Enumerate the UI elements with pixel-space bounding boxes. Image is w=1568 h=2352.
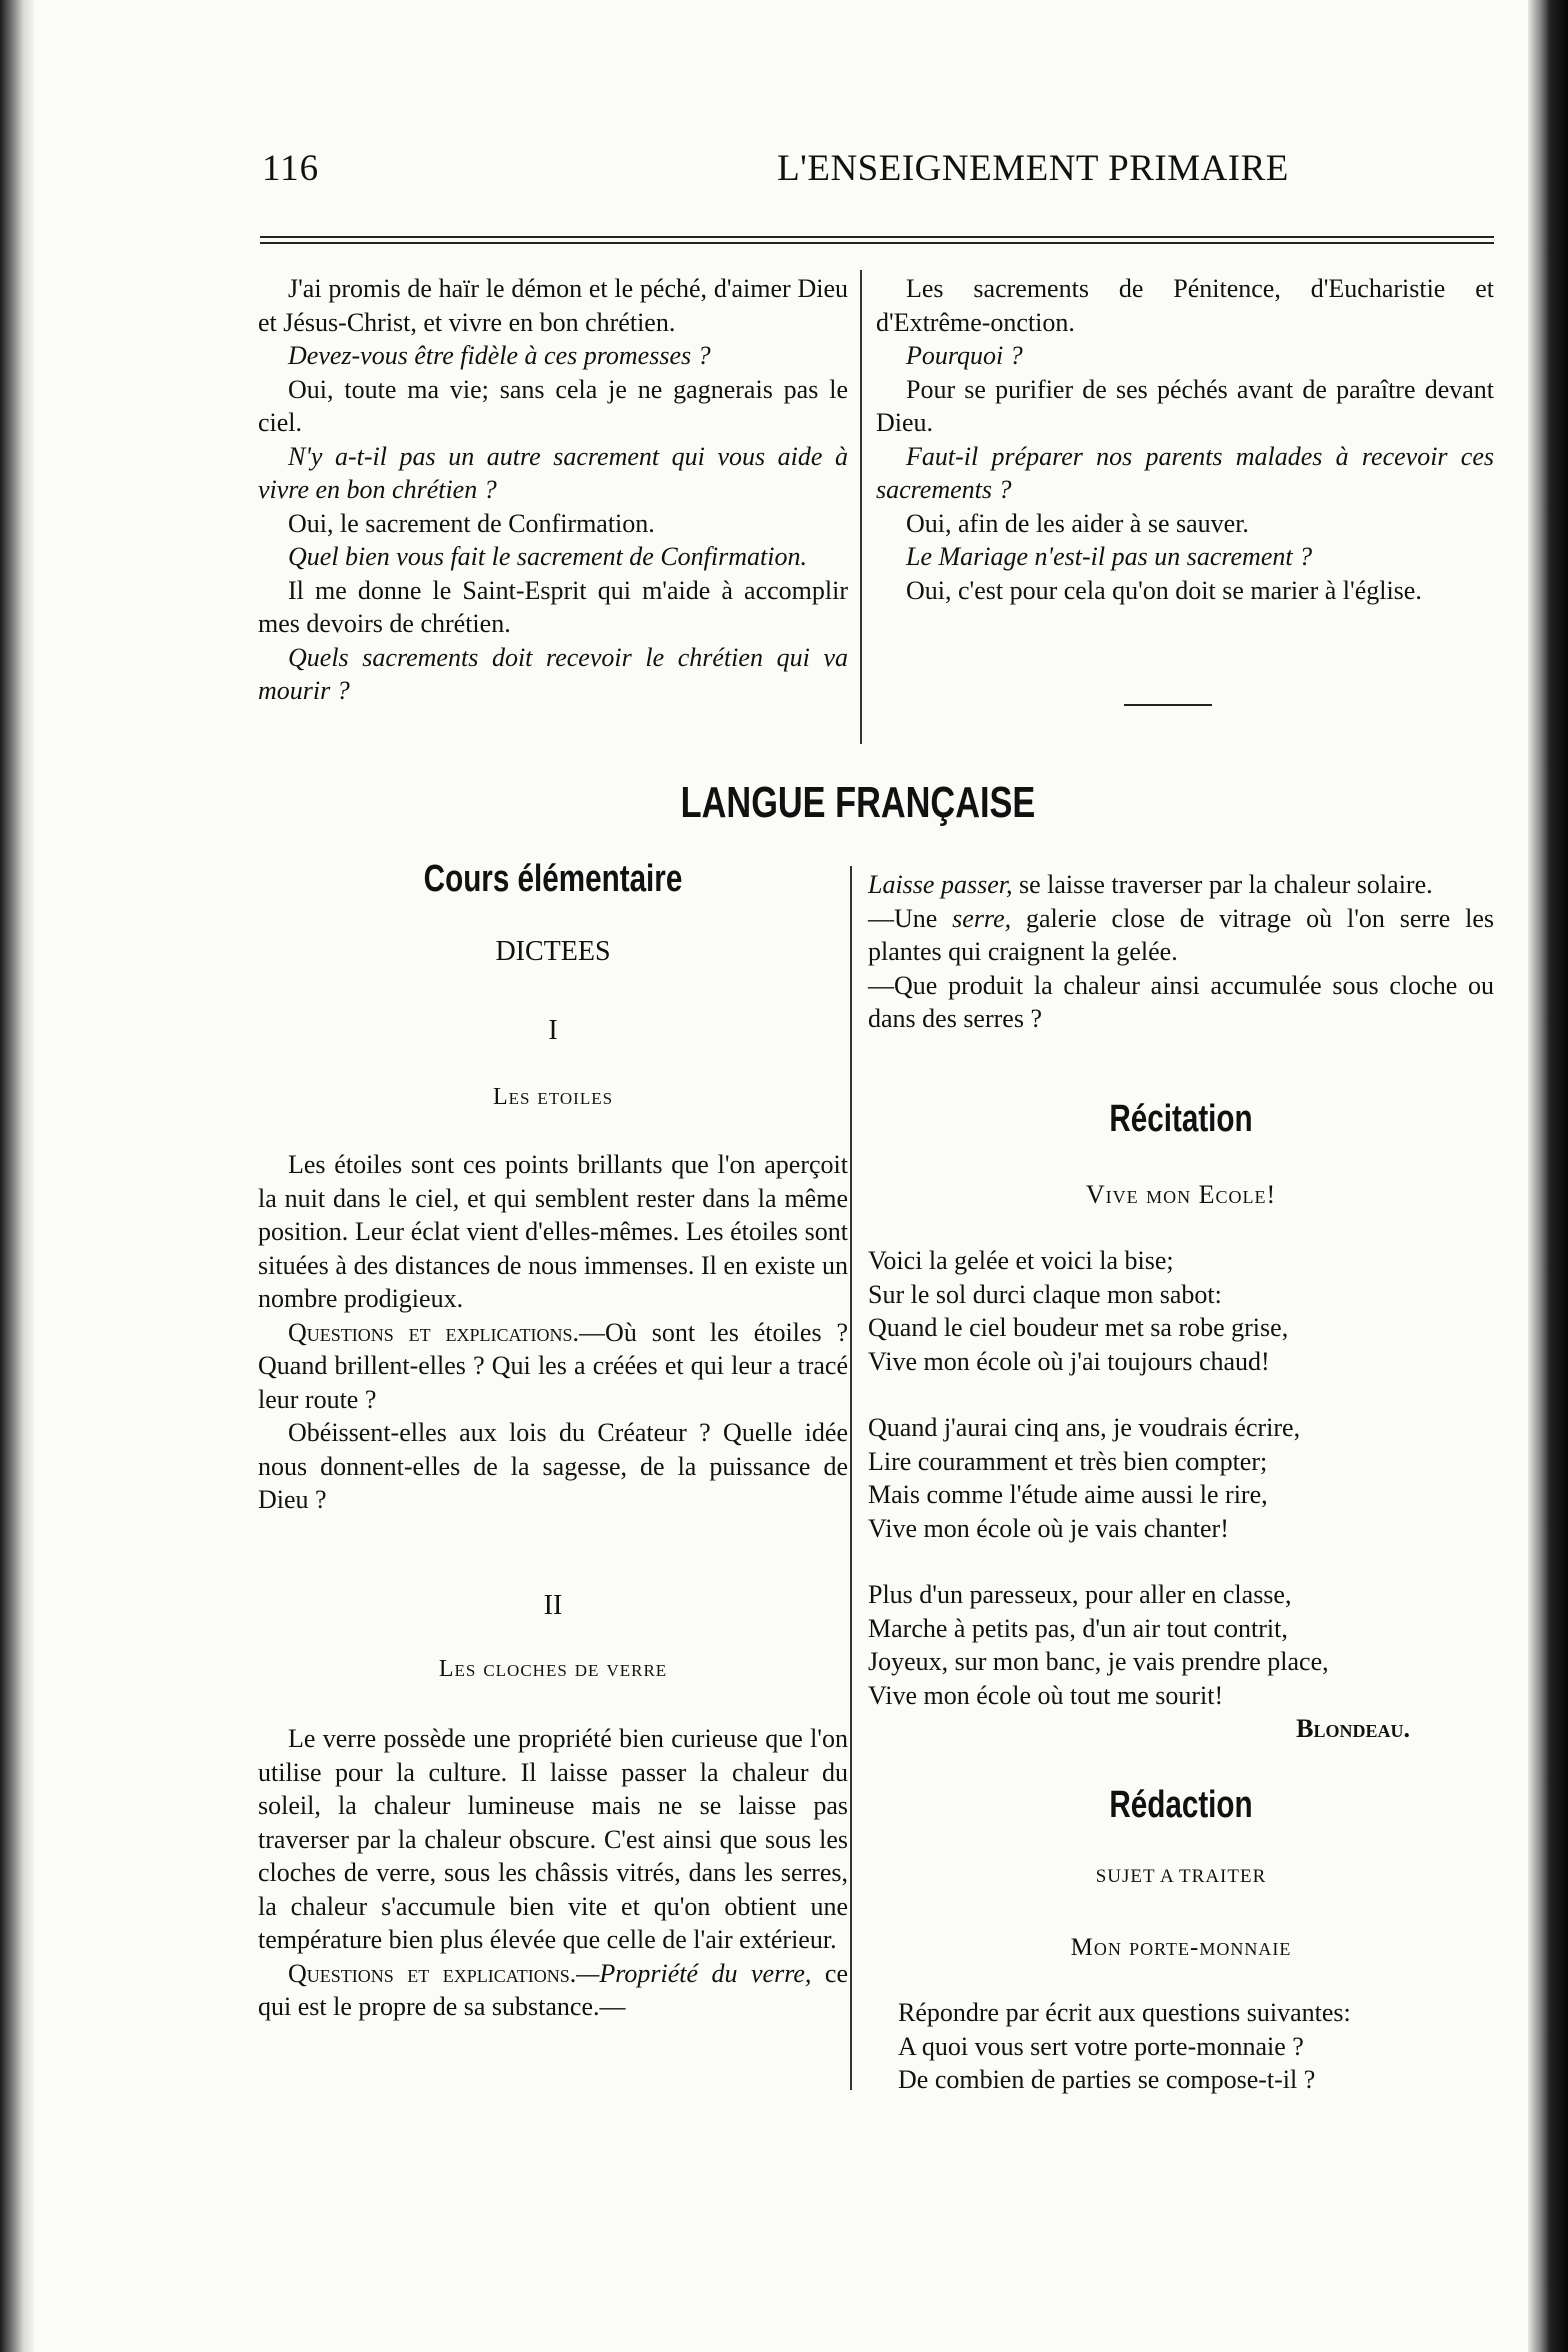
redaction-line: Répondre par écrit aux questions suivantes: (898, 1998, 1351, 2027)
poem-line: Plus d'un paresseux, pour aller en classe, (868, 1580, 1292, 1609)
page-number: 116 (262, 148, 320, 189)
questions-italic: —Propriété du verre, (576, 1958, 812, 1988)
catechism-question: Quel bien vous fait le sacrement de Confirmation. (288, 542, 807, 571)
dictee-2-body (258, 1722, 848, 2024)
dictee-2-continuation (868, 868, 1494, 1036)
column-divider-bottom (850, 866, 852, 2090)
catechism-question: Le Mariage n'est-il pas un sacrement ? (906, 542, 1313, 571)
poem (868, 1244, 1494, 1746)
questions-label: Questions et explications. (288, 1958, 577, 1988)
dictee-2-text: Le verre possède une propriété bien curieuse que l'on utilise pour la culture. Il laisse passer la chaleur du soleil, la chaleur lumineuse mais ne se laisse pas traverser par la chaleur obscure. C'est ainsi que sous les cloches de verre, sous les châssis vitrés, dans les serres, la chaleur s'accumule bien vite et qu'on obtient une température bien plus élevée que celle de l'air extérieur. (258, 1724, 848, 1954)
catechism-question: Pourquoi ? (906, 341, 1023, 370)
term-italic: Laisse passer, (868, 870, 1013, 899)
dictee-numeral-1: I (548, 1015, 558, 1046)
catechism-left-column (258, 272, 848, 708)
catechism-answer: Pour se purifier de ses péchés avant de paraître devant Dieu. (876, 374, 1494, 437)
poem-line: Quand j'aurai cinq ans, je voudrais écrire, (868, 1413, 1301, 1442)
poem-author: Blondeau. (1296, 1714, 1410, 1743)
running-head: L'ENSEIGNEMENT PRIMAIRE (777, 148, 1289, 189)
dictee-title-2: Les cloches de verre (438, 1656, 668, 1682)
header-rule-top (260, 236, 1494, 238)
book-page-edge (1528, 0, 1568, 2352)
term-italic: serre, (952, 903, 1012, 933)
poem-line: Joyeux, sur mon banc, je vais prendre place, (868, 1647, 1329, 1676)
scanned-page (34, 0, 1528, 2352)
dictees-heading: DICTEES (495, 936, 611, 967)
term-definition: galerie close de vitrage où l'on serre les plantes qui craignent la gelée. (868, 903, 1494, 966)
poem-line: Vive mon école où j'ai toujours chaud! (868, 1346, 1270, 1376)
catechism-answer: Oui, afin de les aider à se sauver. (906, 508, 1249, 538)
poem-line: Marche à petits pas, d'un air tout contrit, (868, 1613, 1288, 1643)
redaction-title: Rédaction (1109, 1784, 1253, 1826)
column-divider-top (860, 270, 862, 744)
poem-line: Vive mon école où tout me sourit! (868, 1680, 1224, 1710)
end-rule (1124, 704, 1212, 706)
poem-line: Voici la gelée et voici la bise; (868, 1246, 1174, 1275)
catechism-question: Quels sacrements doit recevoir le chrétien qui va mourir ? (258, 642, 848, 705)
questions-text: —Où sont les étoiles ? Quand brillent-elles ? Qui les a créées et qui leur a tracé leur route ? (258, 1317, 848, 1414)
questions-text-2: Obéissent-elles aux lois du Créateur ? Quelle idée nous donnent-elles de la sagesse, de la puissance de Dieu ? (258, 1418, 848, 1514)
recitation-title: Récitation (1109, 1098, 1253, 1140)
dictee-1-body (258, 1148, 848, 1517)
dictee-numeral-2: II (543, 1590, 563, 1621)
poem-title: Vive mon Ecole! (1085, 1180, 1277, 1209)
final-question: —Que produit la chaleur ainsi accumulée sous cloche ou dans des serres ? (868, 970, 1494, 1033)
book-binding-edge (0, 0, 34, 2352)
poem-line: Lire couramment et très bien compter; (868, 1446, 1268, 1476)
catechism-answer: Il me donne le Saint-Esprit qui m'aide à accomplir mes devoirs de chrétien. (258, 575, 848, 638)
catechism-question: N'y a-t-il pas un autre sacrement qui vous aide à vivre en bon chrétien ? (258, 441, 848, 504)
catechism-question: Devez-vous être fidèle à ces promesses ? (288, 341, 711, 370)
catechism-answer: Oui, c'est pour cela qu'on doit se marier à l'église. (906, 575, 1422, 605)
poem-line: Vive mon école où je vais chanter! (868, 1513, 1229, 1543)
catechism-right-column (876, 272, 1494, 607)
poem-line: Sur le sol durci claque mon sabot: (868, 1279, 1222, 1309)
cours-title: Cours élémentaire (423, 858, 683, 900)
questions-rest: ce qui est le propre de sa substance.— (258, 1958, 848, 2021)
catechism-answer: Les sacrements de Pénitence, d'Eucharistie et d'Extrême-onction. (876, 274, 1494, 337)
term-dash: —Une (868, 903, 953, 933)
section-title: LANGUE FRANÇAISE (680, 778, 1036, 827)
catechism-answer: Oui, toute ma vie; sans cela je ne gagnerais pas le ciel. (258, 374, 848, 437)
subject-title: Mon porte-monnaie (1070, 1934, 1292, 1961)
catechism-question: Faut-il préparer nos parents malades à recevoir ces sacrements ? (876, 441, 1494, 504)
header-rule-bottom (260, 242, 1494, 244)
catechism-answer: J'ai promis de haïr le démon et le péché, d'aimer Dieu et Jésus-Christ, et vivre en bon chrétien. (258, 274, 848, 337)
redaction-questions (868, 1996, 1494, 2097)
catechism-answer: Oui, le sacrement de Confirmation. (288, 508, 655, 538)
questions-label: Questions et explications. (288, 1317, 580, 1347)
poem-line: Quand le ciel boudeur met sa robe grise, (868, 1313, 1289, 1342)
sujet-label: SUJET A TRAITER (1095, 1866, 1267, 1887)
redaction-line: A quoi vous sert votre porte-monnaie ? (898, 2031, 1304, 2061)
poem-line: Mais comme l'étude aime aussi le rire, (868, 1480, 1268, 1509)
term-definition: se laisse traverser par la chaleur solaire. (1012, 870, 1433, 899)
dictee-1-text: Les étoiles sont ces points brillants que l'on aperçoit la nuit dans le ciel, et qui semblent rester dans la même position. Leur éclat vient d'elles-mêmes. Les étoiles sont situées à des distances de nous immenses. Il en existe un nombre prodigieux. (258, 1150, 848, 1313)
dictee-title-1: Les etoiles (492, 1084, 614, 1110)
redaction-line: De combien de parties se compose-t-il ? (898, 2065, 1316, 2094)
